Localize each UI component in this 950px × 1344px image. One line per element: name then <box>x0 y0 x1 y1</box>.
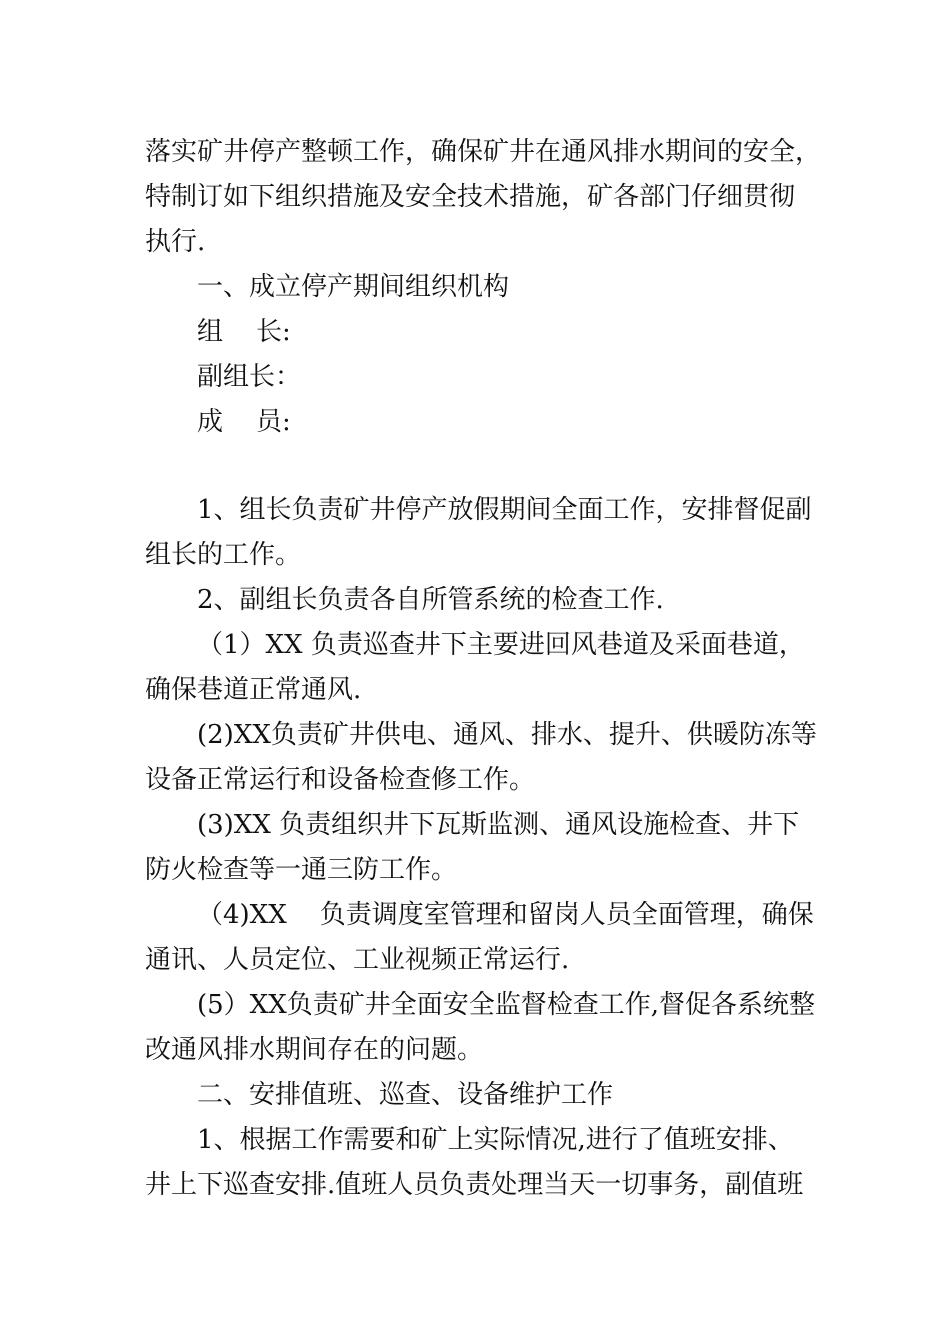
list-item-line: (5）XX负责矿井全面安全监督检查工作,督促各系统整 <box>197 990 815 1020</box>
list-item-line: (3)XX 负责组织井下瓦斯监测、通风设施检查、井下 <box>197 810 800 840</box>
role-leader-label: 组 长: <box>197 317 291 347</box>
section-heading: 二、安排值班、巡查、设备维护工作 <box>197 1080 614 1110</box>
list-item-line: 改通风排水期间存在的问题。 <box>145 1035 484 1065</box>
paragraph-line: 1、根据工作需要和矿上实际情况,进行了值班安排、 <box>197 1125 794 1155</box>
role-member-label: 成 员: <box>197 407 291 437</box>
role-deputy-label: 副组长： <box>197 362 302 392</box>
list-item-line: (2)XX负责矿井供电、通风、排水、提升、供暖防冻等 <box>197 720 817 750</box>
list-item-line: （1）XX 负责巡查井下主要进回风巷道及采面巷道， <box>197 630 805 660</box>
paragraph-line: 执行. <box>145 227 206 257</box>
list-item-line: 防火检查等一通三防工作。 <box>145 855 458 885</box>
list-item-line: 确保巷道正常通风. <box>145 675 362 705</box>
paragraph-line: 井上下巡查安排.值班人员负责处理当天一切事务，副值班 <box>145 1170 804 1200</box>
paragraph-line: 落实矿井停产整顿工作，确保矿井在通风排水期间的安全， <box>145 137 822 167</box>
list-item-line: （4)XX 负责调度室管理和留岗人员全面管理，确保 <box>197 900 814 930</box>
list-item-line: 通讯、人员定位、工业视频正常运行. <box>145 945 570 975</box>
paragraph-line: 组长的工作。 <box>145 540 302 570</box>
list-item-line: 设备正常运行和设备检查修工作。 <box>145 765 536 795</box>
paragraph-line: 1、组长负责矿井停产放假期间全面工作，安排督促副 <box>197 495 812 525</box>
paragraph-line: 特制订如下组织措施及安全技术措施，矿各部门仔细贯彻 <box>145 182 796 212</box>
paragraph-line: 2、副组长负责各自所管系统的检查工作. <box>197 585 664 615</box>
section-heading: 一、成立停产期间组织机构 <box>197 272 510 302</box>
